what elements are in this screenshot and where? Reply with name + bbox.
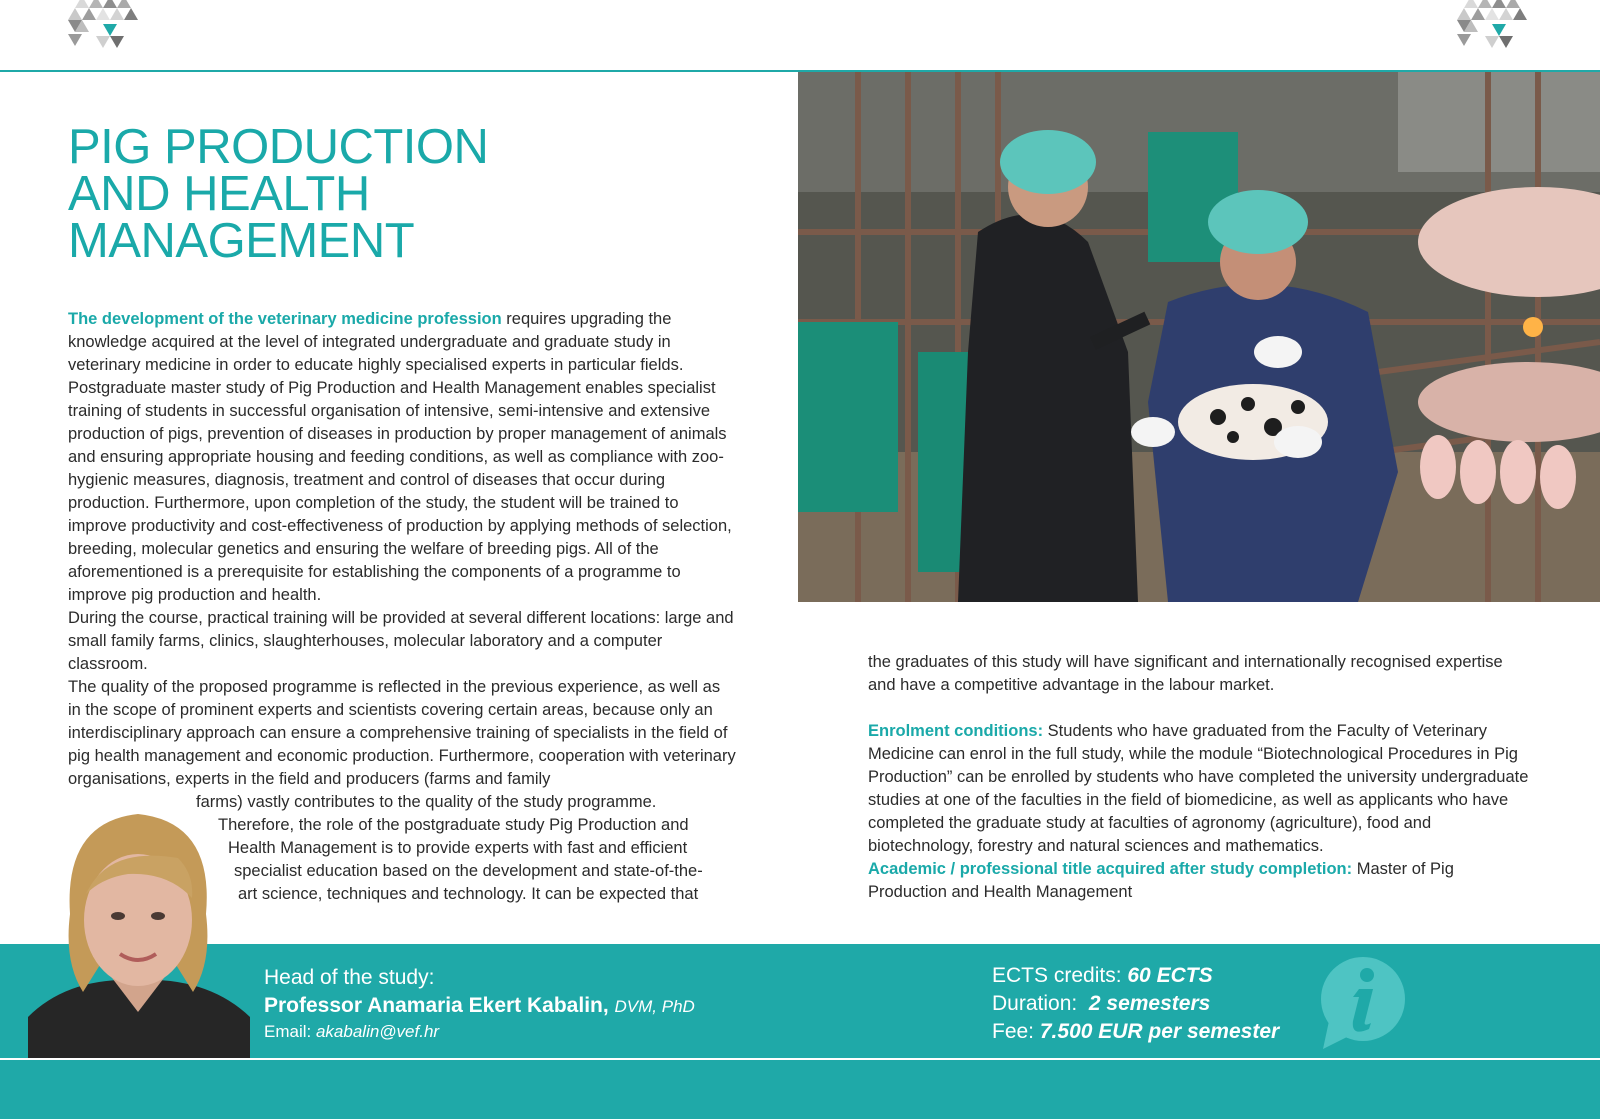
- triangle-mosaic-logo: [66, 0, 146, 60]
- info-speech-bubble-icon: [1315, 955, 1407, 1051]
- fee-value: 7.500 EUR per semester: [1039, 1020, 1280, 1043]
- head-of-study: [264, 964, 695, 1043]
- academic-title-text: Master of Pig Production and Health Management: [868, 860, 1454, 901]
- fee-line: [992, 1018, 1279, 1046]
- duration-line: [992, 990, 1279, 1018]
- duration-label: Duration:: [992, 992, 1078, 1015]
- intro-paragraph: [68, 308, 736, 607]
- enrolment-label: Enrolment conditions:: [868, 722, 1044, 740]
- enrolment-paragraph: [868, 720, 1532, 858]
- academic-title-label: Academic / professional title acquired after study completion:: [868, 860, 1353, 878]
- pig-farm-photo: [798, 72, 1600, 602]
- study-facts: [992, 962, 1279, 1046]
- triangle-mosaic-logo: [1455, 0, 1535, 60]
- quality-paragraph: The quality of the proposed programme is reflected in the previous experience, as well as in the scope of prominent experts and scientists covering certain areas, because only an interdisciplinary approach can ensure a comprehensive training of specialists in the field of pig health management and economic production. Furthermore, cooperation with veterinary organisations, experts in the field and producers (farms and family: [68, 678, 736, 788]
- enrolment-text: Students who have graduated from the Faculty of Veterinary Medicine can enrol in the full study, while the module “Biotechnological Procedures in Pig Production” can be enrolled by students who have completed the university undergraduate studies at one of the faculties in the field of biomedicine, as well as applicants who have completed the graduate study at faculties of agronomy (agriculture), food and biotechnology, forestry and natural sciences and mathematics.: [868, 722, 1529, 855]
- title-line-1: PIG PRODUCTION: [68, 120, 489, 174]
- fee-label: Fee:: [992, 1020, 1035, 1043]
- duration-value: 2 semesters: [1088, 992, 1211, 1015]
- email-link[interactable]: akabalin@vef.hr: [315, 1022, 440, 1041]
- head-name-line: [264, 991, 695, 1021]
- wrap-line-1: farms) vastly contributes to the quality of the study programme.: [196, 793, 657, 811]
- intro-text: requires upgrading the knowledge acquired at the level of integrated undergraduate and graduate study in veterinary medicine in order to educate highly specialised experts in particular fields. Postgraduate master study of Pig Production and Health Management enables specialist training of students in successful organisation of intensive, semi-intensive and extensive production of pigs, prevention of diseases in production by proper management of animals and ensuring appropriate housing and feeding conditions, as well as compliance with zoo-hygienic measures, diagnosis, treatment and control of diseases that occur during production. Furthermore, upon completion of the study, the student will be trained to improve productivity and cost-effectiveness of production by applying methods of selection, breeding, molecular genetics and ensuring the welfare of breeding pigs. All of the aforementioned is a prerequisite for establishing the components of a programme to improve pig production and health.: [68, 310, 732, 604]
- title-line-2: AND HEALTH: [68, 167, 370, 221]
- page-title: [68, 120, 489, 268]
- head-email-line: [264, 1021, 695, 1043]
- head-degrees: DVM, PhD: [614, 997, 695, 1016]
- wrap-line-3: Health Management is to provide experts with fast and efficient: [228, 839, 688, 857]
- wrap-line-5: art science, techniques and technology. It can be expected that: [238, 885, 699, 903]
- academic-title-paragraph: [868, 858, 1532, 904]
- graduates-paragraph: the graduates of this study will have significant and internationally recognised expertise and have a competitive advantage in the labour market.: [868, 653, 1503, 694]
- right-column-text: [868, 651, 1532, 904]
- head-name: Professor Anamaria Ekert Kabalin,: [264, 994, 609, 1017]
- training-paragraph: During the course, practical training will be provided at several different locations: large and small family farms, clinics, slaughterhouses, molecular laboratory and a computer classroom.: [68, 609, 734, 673]
- head-label: Head of the study:: [264, 966, 435, 989]
- ects-label: ECTS credits:: [992, 964, 1122, 987]
- ects-line: [992, 962, 1279, 990]
- email-label: Email:: [264, 1022, 312, 1041]
- title-line-3: MANAGEMENT: [68, 214, 415, 268]
- footer-lower-band: [0, 1060, 1600, 1119]
- ects-value: 60 ECTS: [1127, 964, 1213, 987]
- wrap-line-4: specialist education based on the development and state-of-the-: [234, 862, 703, 880]
- head-of-study-portrait: [28, 802, 250, 1058]
- wrap-line-2: Therefore, the role of the postgraduate study Pig Production and: [218, 816, 689, 834]
- intro-highlight: The development of the veterinary medicine profession: [68, 310, 502, 328]
